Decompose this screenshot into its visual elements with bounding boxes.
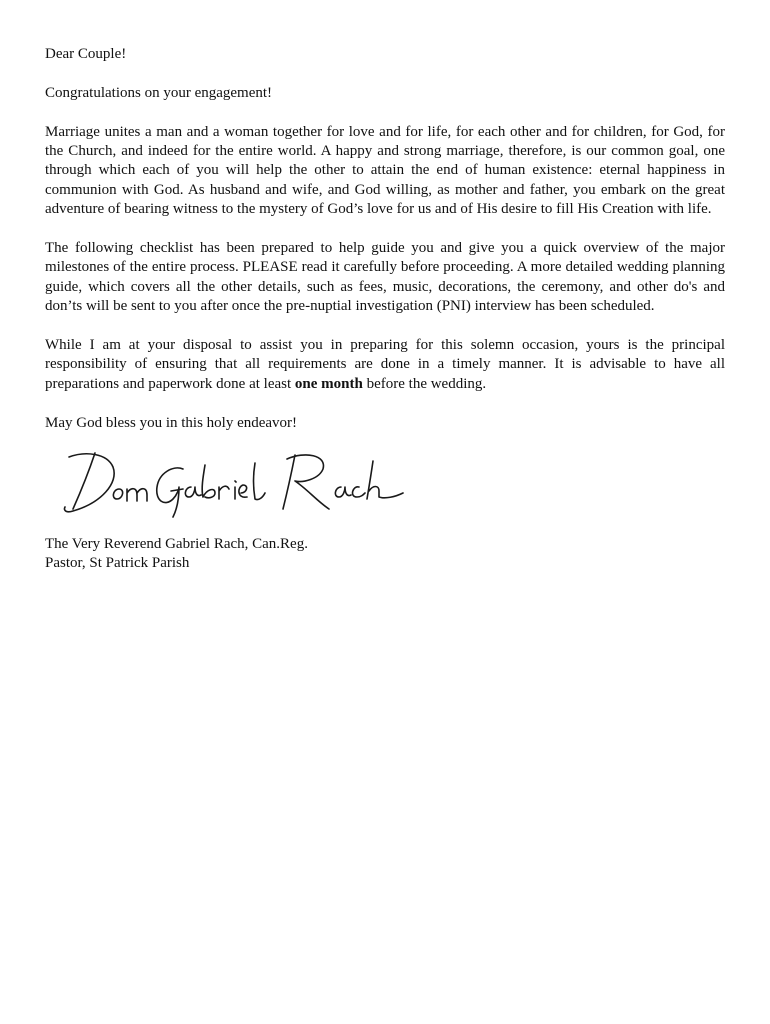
salutation: Dear Couple!: [45, 46, 127, 62]
congratulations-line: Congratulations on your engagement!: [45, 84, 273, 101]
paragraph-disposal: [45, 336, 725, 394]
blessing-line: May God bless you in this holy endeavor!: [45, 414, 298, 431]
paragraph-disposal-ending: before the wedding.: [362, 375, 487, 392]
paragraph-marriage: Marriage unites a man and a woman together for love and for life, for each other and for children, for God, for the Church, and indeed for the entire world. A happy and strong marriage, therefore, is our common goal, one through which each of you will help the other to attain the end of human existence: eternal happiness in communion with God. As husband and wife, and God willing, as mother and father, you embark on the great adventure of bearing witness to the mystery of God’s love for us and of His desire to fill His Creation with life.: [45, 123, 725, 218]
handwritten-signature: [55, 447, 405, 525]
one-month-emphasis: one month: [294, 375, 363, 392]
signer-name: The Very Reverend Gabriel Rach, Can.Reg.: [45, 536, 308, 553]
paragraph-checklist: The following checklist has been prepared to help guide you and give you a quick overview of the major milestones of the entire process. PLEASE read it carefully before proceeding. A more detailed wedding planning guide, which covers all the other details, such as fees, music, decorations, the ceremony, and other do's and don’ts will be sent to you after once the pre-nuptial investigation (PNI) interview has been scheduled.: [45, 240, 725, 315]
signer-title: Pastor, St Patrick Parish: [45, 555, 190, 572]
paragraph-disposal-text: While I am at your disposal to assist you in preparing for this solemn occasion, yours is the principal responsibility of ensuring that all requirements are done in a timely manner. It is advisable to have all preparations and paperwork done at least: [45, 337, 725, 392]
letter-body: [45, 45, 725, 574]
